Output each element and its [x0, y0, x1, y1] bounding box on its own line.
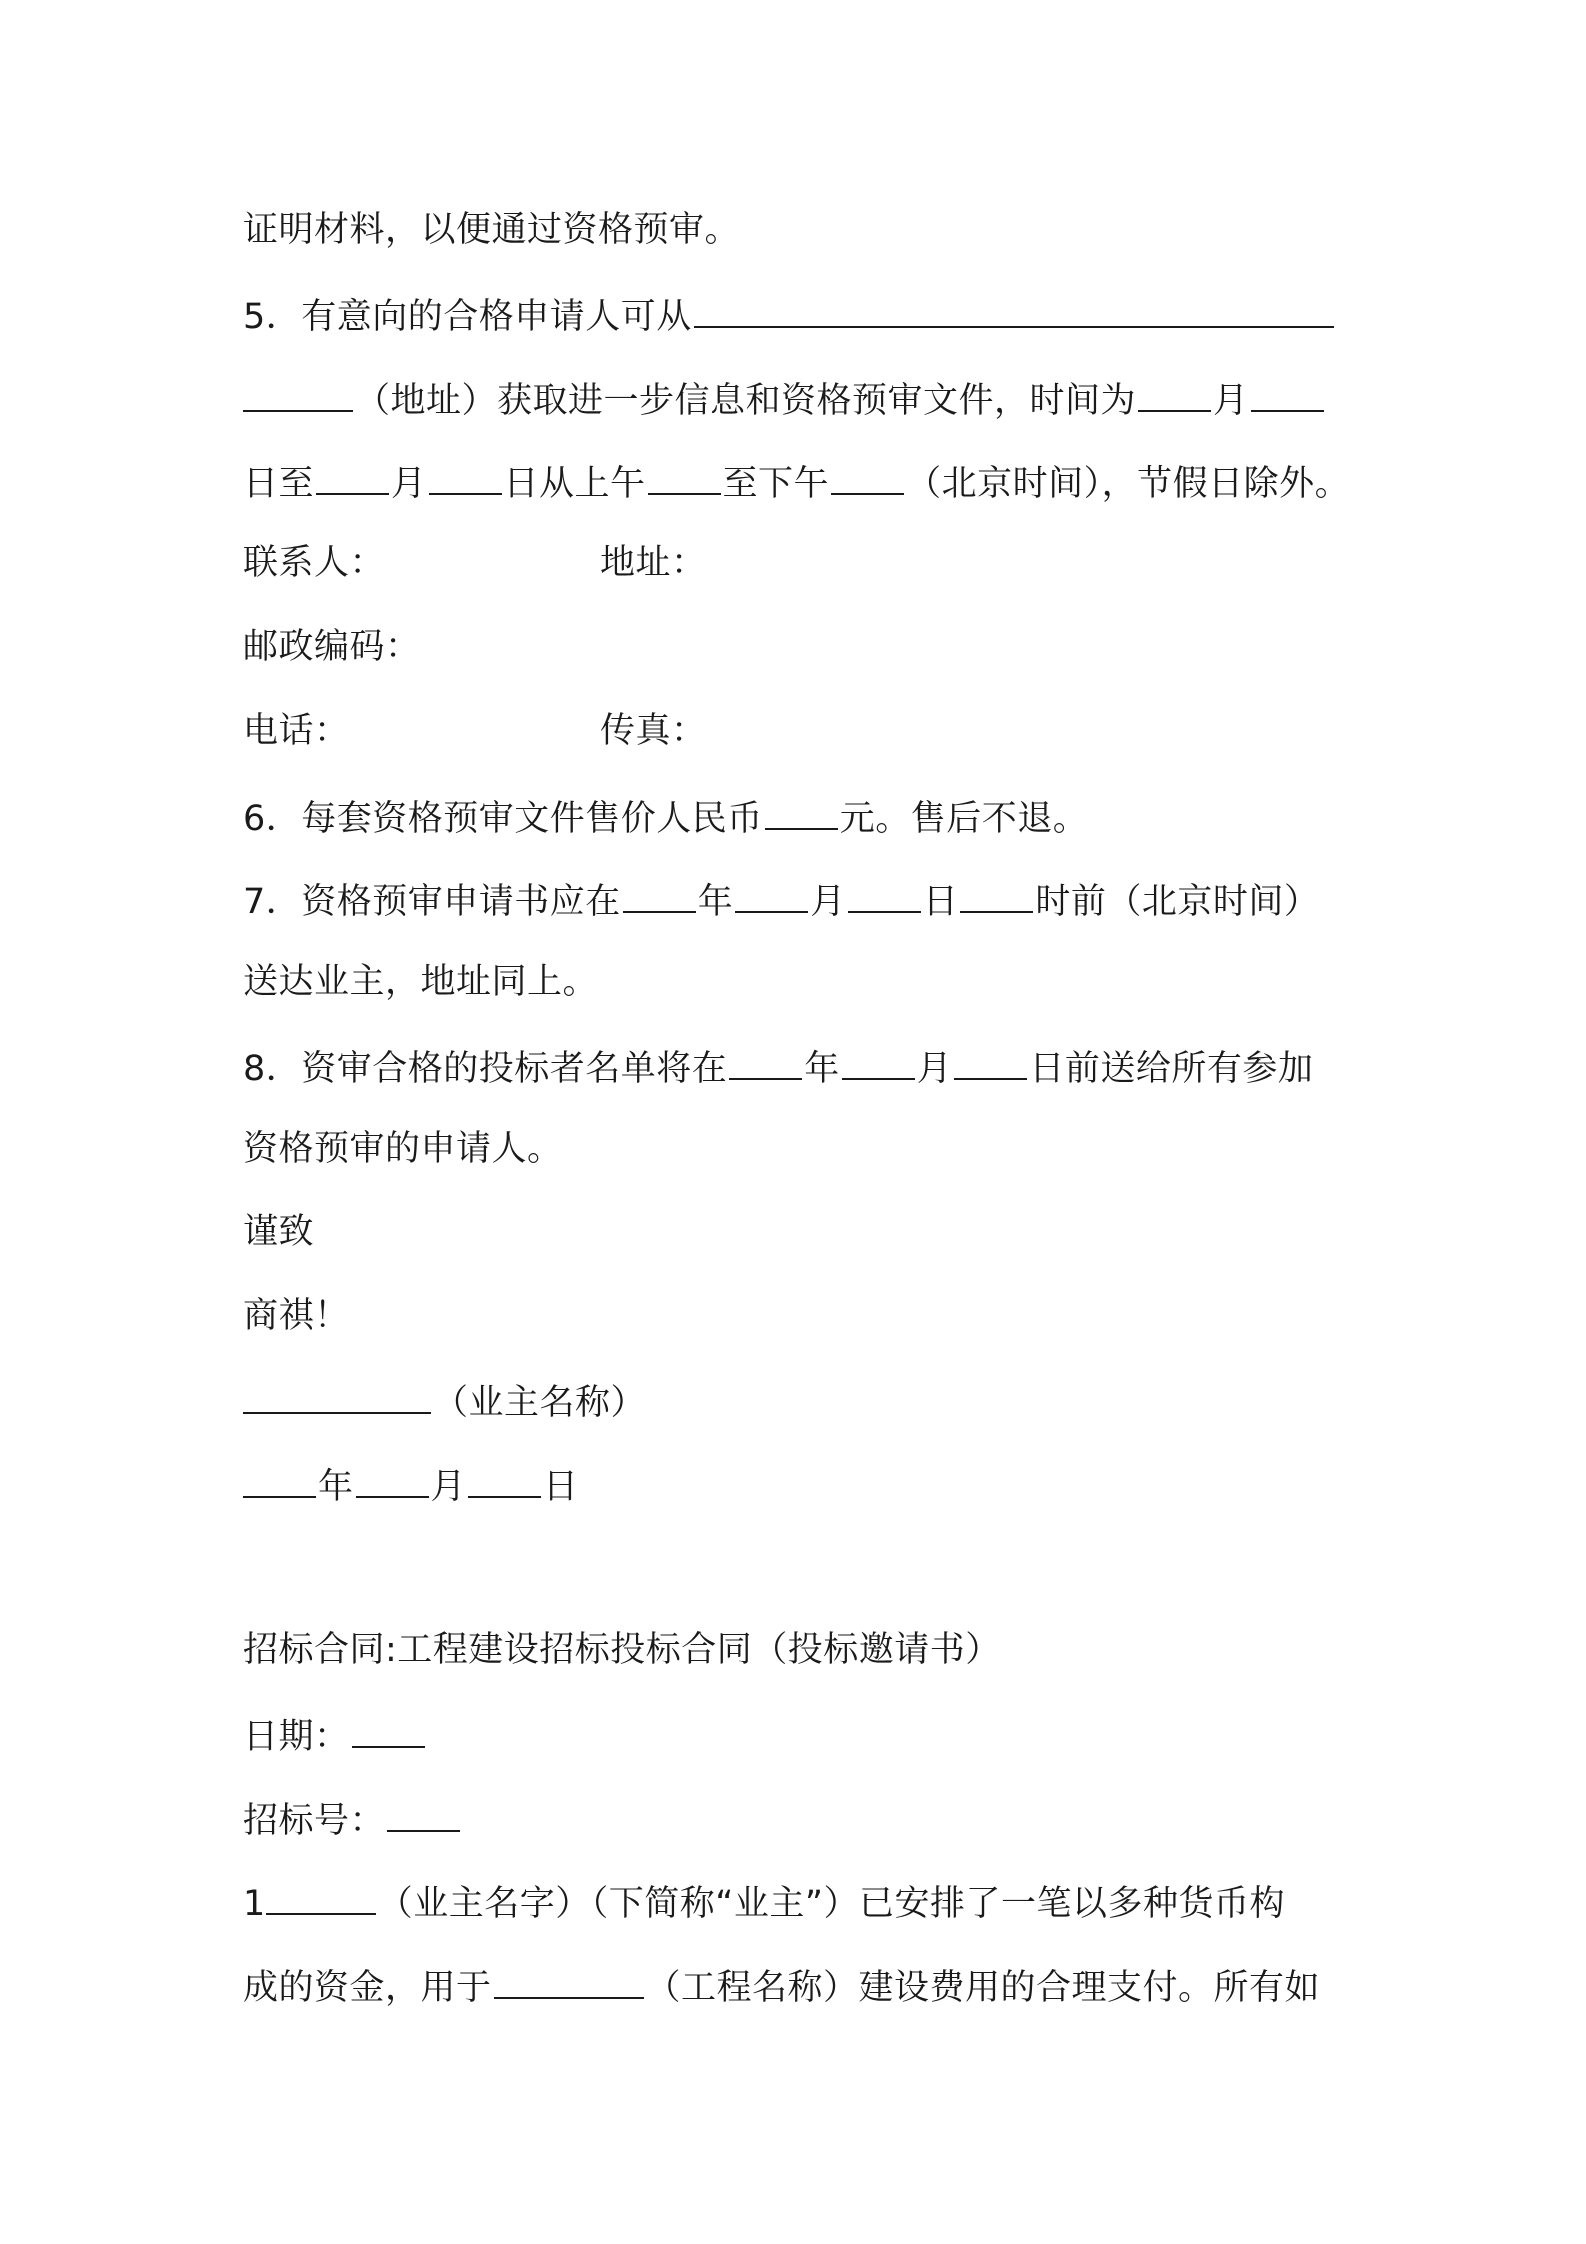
- paragraph-text: 证明材料，以便通过资格预审。: [243, 210, 741, 250]
- fill-blank[interactable]: [694, 288, 1334, 328]
- paragraph-text: 送达业主，地址同上。: [243, 962, 599, 1002]
- phone-label: 电话：: [243, 711, 350, 751]
- closing-text: 商祺！: [243, 1296, 350, 1336]
- fill-blank[interactable]: [494, 1959, 644, 1999]
- fill-blank[interactable]: [356, 1458, 429, 1498]
- fill-blank[interactable]: [960, 873, 1033, 913]
- text-line: [243, 1875, 1285, 1925]
- text-line: [243, 1625, 1001, 1675]
- text-line: [243, 205, 740, 255]
- fill-blank[interactable]: [266, 1875, 376, 1915]
- paragraph-text: 日至: [243, 464, 315, 504]
- paragraph-text: 日: [922, 882, 959, 922]
- fill-blank[interactable]: [1138, 372, 1211, 412]
- paragraph-text: 月: [1213, 381, 1249, 421]
- address-label: 地址：: [600, 543, 707, 583]
- text-line: [243, 455, 1350, 505]
- fill-blank[interactable]: [1251, 372, 1324, 412]
- text-line: [243, 1374, 646, 1424]
- paragraph-text: 日从上午: [503, 464, 646, 504]
- paragraph-text: 1: [243, 1884, 266, 1924]
- fill-blank[interactable]: [729, 1040, 802, 1080]
- postcode-label: 邮政编码：: [243, 627, 421, 667]
- paragraph-text: 6．每套资格预审文件售价人民币: [243, 799, 763, 839]
- paragraph-text: 月: [916, 1049, 953, 1089]
- fill-blank[interactable]: [468, 1458, 541, 1498]
- paragraph-text: （北京时间），节假日除外。: [906, 464, 1351, 504]
- closing-text: 谨致: [243, 1212, 315, 1252]
- fill-blank[interactable]: [316, 455, 389, 495]
- text-line: [243, 1792, 462, 1842]
- date-year-label: 年: [318, 1467, 354, 1507]
- fax-label: 传真：: [600, 711, 707, 751]
- text-line: [243, 1207, 314, 1257]
- paragraph-text: 月: [391, 464, 427, 504]
- fill-blank[interactable]: [765, 790, 838, 830]
- fill-blank[interactable]: [735, 873, 808, 913]
- fill-blank[interactable]: [623, 873, 696, 913]
- fill-blank[interactable]: [352, 1708, 425, 1748]
- date-label: 日期：: [243, 1717, 350, 1757]
- paragraph-text: 年: [804, 1049, 840, 1089]
- paragraph-text: 时前（北京时间）: [1035, 882, 1320, 922]
- text-line: [243, 288, 1336, 338]
- fill-blank[interactable]: [848, 873, 921, 913]
- section-heading: 招标合同:工程建设招标投标合同（投标邀请书）: [243, 1630, 1001, 1670]
- owner-name-label: （业主名称）: [433, 1383, 647, 1423]
- paragraph-text: （地址）获取进一步信息和资格预审文件，时间为: [355, 381, 1137, 421]
- fill-blank[interactable]: [831, 455, 904, 495]
- paragraph-text: 元。售后不退。: [839, 799, 1089, 839]
- paragraph-text: 至下午: [722, 464, 830, 504]
- paragraph-text: 年: [697, 882, 734, 922]
- text-line: [243, 706, 1343, 756]
- paragraph-text: 资格预审的申请人。: [243, 1129, 563, 1169]
- text-line: [243, 873, 1319, 923]
- fill-blank[interactable]: [243, 1458, 316, 1498]
- text-line: [243, 1040, 1313, 1090]
- paragraph-text: 成的资金，用于: [243, 1968, 492, 2008]
- fill-blank[interactable]: [387, 1792, 460, 1832]
- fill-blank[interactable]: [842, 1040, 915, 1080]
- text-line: [243, 790, 1088, 840]
- fill-blank[interactable]: [954, 1040, 1027, 1080]
- paragraph-text: 日前送给所有参加: [1029, 1049, 1314, 1089]
- paragraph-text: 月: [810, 882, 846, 922]
- fill-blank[interactable]: [648, 455, 721, 495]
- text-line: [243, 538, 1343, 588]
- contact-label: 联系人：: [243, 543, 386, 583]
- paragraph-text: （工程名称）建设费用的合理支付。所有如: [645, 1968, 1321, 2008]
- date-month-label: 月: [430, 1467, 467, 1507]
- fill-blank[interactable]: [429, 455, 502, 495]
- fill-blank[interactable]: [243, 1374, 431, 1414]
- text-line: [243, 372, 1326, 422]
- text-line: [243, 622, 421, 672]
- text-line: [243, 1124, 563, 1174]
- date-day-label: 日: [543, 1467, 579, 1507]
- text-line: [243, 957, 598, 1007]
- paragraph-text: （业主名字）（下简称“业主”）已安排了一笔以多种货币构: [377, 1884, 1286, 1924]
- text-line: [243, 1291, 350, 1341]
- paragraph-text: 5．有意向的合格申请人可从: [243, 297, 692, 337]
- paragraph-text: 8．资审合格的投标者名单将在: [243, 1049, 728, 1089]
- tender-number-label: 招标号：: [243, 1801, 386, 1841]
- text-line: [243, 1458, 579, 1508]
- text-line: [243, 1708, 427, 1758]
- text-line: [243, 1959, 1320, 2009]
- paragraph-text: 7．资格预审申请书应在: [243, 882, 621, 922]
- fill-blank[interactable]: [243, 372, 353, 412]
